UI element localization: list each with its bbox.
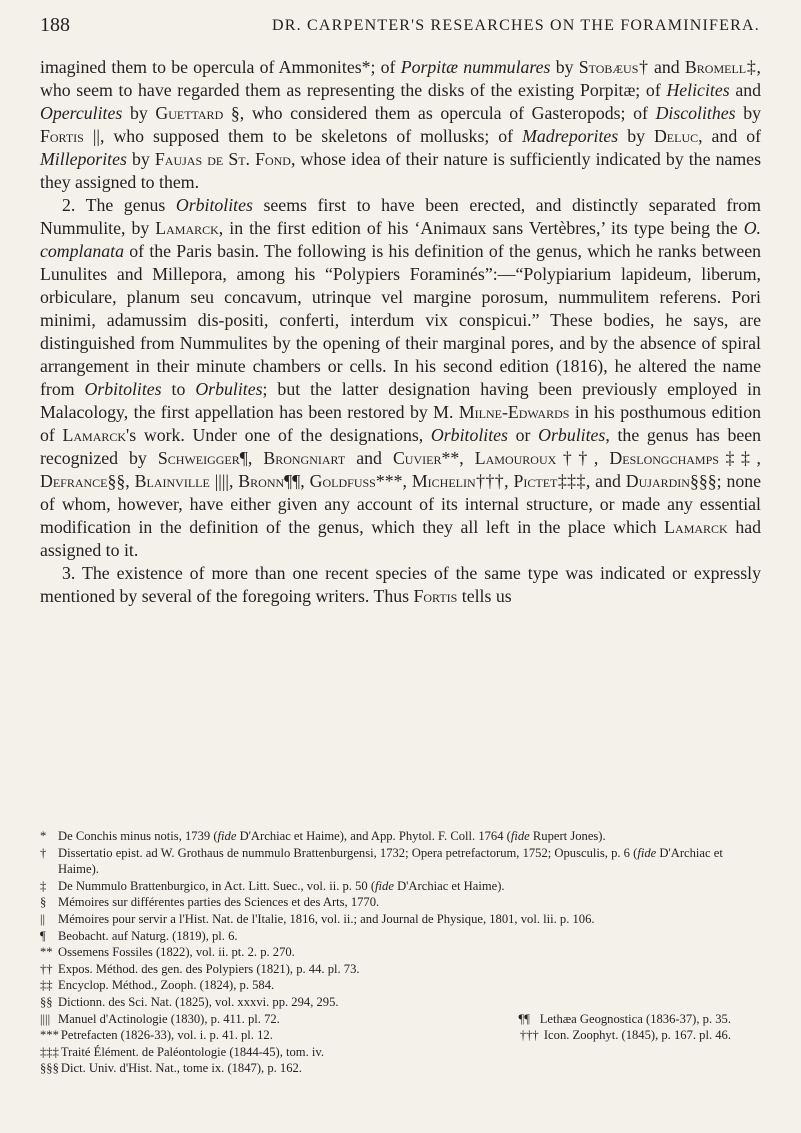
footnote-row — [40, 1011, 761, 1028]
footnote: †† Expos. Méthod. des gen. des Polypiers (1821), p. 44. pl. 73. — [40, 961, 360, 976]
footnote: || Mémoires pour servir a l'Hist. Nat. de l'Italie, 1816, vol. ii.; and Journal de Physique, 1801, vol. lii. p. 106. — [40, 911, 595, 926]
running-title: DR. CARPENTER'S RESEARCHES ON THE FORAMINIFERA. — [272, 17, 760, 34]
footnote: *** Petrefacten (1826-33), vol. i. p. 41. pl. 12. — [40, 1028, 273, 1043]
paragraph-1: imagined them to be opercula of Ammonites*; of Porpitæ nummulares by Stobæus† and Bromell‡, who seem to have regarded them as representing the disks of the existing Porpitæ; of Helicites and Operculites by Guettard §, who considered them as opercula of Gasteropods; of Discolithes by Fortis ||, who supposed them to be skeletons of mollusks; of Madreporites by Deluc, and of Milleporites by Faujas de St. Fond, whose idea of their nature is sufficiently indicated by the names they assigned to them. — [40, 57, 762, 192]
paragraph-3: 3. The existence of more than one recent species of the same type was indicated or expressly mentioned by several of the foregoing writers. Thus Fortis tells us — [40, 563, 761, 606]
paragraph-2: 2. The genus Orbitolites seems first to have been erected, and distinctly separated from Nummulite, by Lamarck, in the first edition of his ‘Animaux sans Vertèbres,’ its type being the O. complanata of the Paris basin. The following is his definition of the genus, which he ranks between Lunulites and Millepora, among his “Polypiers Foraminés”:—“Polypiarium lapideum, liberum, orbiculare, planum seu concavum, utrinque vel margine porosum, nummulitem referens. Pori minimi, adamussim dis-positi, conferti, interdum vix conspicui.” These bodies, he says, are distinguished from Nummulites by the opening of their marginal pores, and by the absence of spiral arrangement in their minute chambers or cells. In his second edition (1816), he altered the name from Orbitolites to Orbulites; but the latter designation having been previously employed in Malacology, the first appellation has been restored by M. Milne-Edwards in his posthumous edition of Lamarck's work. Under one of the designations, Orbitolites or Orbulites, the genus has been recognized by Schweigger¶, Brongniart and Cuvier**, Lamouroux††, Deslongchamps‡‡, Defrance§§, Blainville ||||, Bronn¶¶, Goldfuss***, Michelin†††, Pictet‡‡‡, and Dujardin§§§; none of whom, however, have either given any account of its internal structure, or made any essential modification in the definition of the genus, which they all left in the place which Lamarck had assigned to it. — [40, 195, 762, 560]
footnote: ‡ De Nummulo Brattenburgico, in Act. Litt. Suec., vol. ii. p. 50 (fide D'Archiac et Haime). — [40, 878, 505, 893]
footnote: §§§ Dict. Univ. d'Hist. Nat., tome ix. (1847), p. 162. — [40, 1061, 302, 1076]
page-number: 188 — [40, 14, 70, 36]
footnote: ¶¶ Lethæa Geognostica (1836-37), p. 35. — [518, 1011, 731, 1026]
footnote: § Mémoires sur différentes parties des Sciences et des Arts, 1770. — [40, 895, 380, 910]
page-header — [40, 14, 760, 40]
footnote: † Dissertatio epist. ad W. Grothaus de nummulo Brattenburgensi, 1732; Opera petrefactorum, 1752; Opusculis, p. 6 (fide D'Archiac et Haime). — [40, 845, 723, 877]
footnote: §§ Dictionn. des Sci. Nat. (1825), vol. xxxvi. pp. 294, 295. — [40, 994, 339, 1009]
footnotes — [40, 828, 761, 1077]
footnote: ††† Icon. Zoophyt. (1845), p. 167. pl. 46. — [519, 1028, 731, 1043]
footnote: |||| Manuel d'Actinologie (1830), p. 411. pl. 72. — [40, 1011, 280, 1026]
body-text — [40, 56, 761, 608]
footnote-row — [40, 1027, 761, 1044]
footnote: ** Ossemens Fossiles (1822), vol. ii. pt. 2. p. 270. — [40, 945, 295, 960]
footnote: ‡‡‡ Traité Élément. de Paléontologie (1844-45), tom. iv. — [40, 1044, 325, 1059]
footnote: ‡‡ Encyclop. Méthod., Zooph. (1824), p. 584. — [40, 978, 275, 993]
footnote: ¶ Beobacht. auf Naturg. (1819), pl. 6. — [40, 928, 238, 943]
footnote: * De Conchis minus notis, 1739 (fide D'Archiac et Haime), and App. Phytol. F. Coll. 1764 (fide Rupert Jones). — [40, 829, 606, 843]
